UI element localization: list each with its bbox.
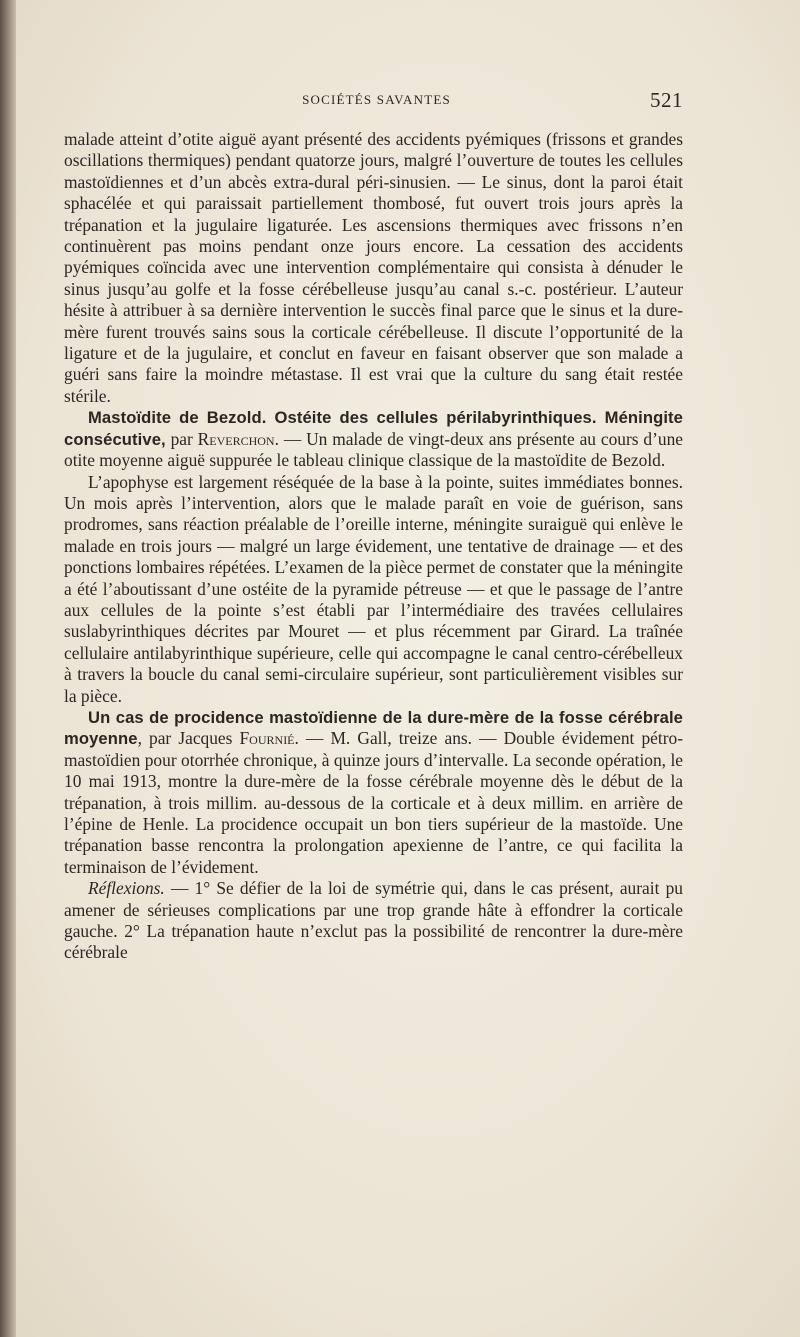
paragraph-bezold xyxy=(64,407,683,471)
paragraph-text: . — M. Gall, treize ans. — Double évidement pétro-mastoïdien pour otorrhée chronique, à quinze jours d’intervalle. La seconde opération, le 10 mai 1913, montre la dure-mère de la fosse cérébrale moyenne dès le début de la trépanation, à trois millim. au-dessous de la corticale et à deux millim. en arrière de l’épine de Henle. La procidence occupait un bon tiers supérieur de la mastoïde. Une trépanation basse rencontra la prolongation apexienne de l’antre, ce qui facilita la terminaison de l’évidement. xyxy=(64,728,683,877)
section-heading-procidence: Un cas de procidence mastoïdienne de la dure-mère de la fosse cérébrale moyenne xyxy=(64,707,683,749)
paragraph-continued xyxy=(64,129,683,407)
paragraph-procidence xyxy=(64,707,683,878)
page-spine-shadow xyxy=(0,0,16,1337)
page-number: 521 xyxy=(650,88,683,112)
page-header xyxy=(64,88,683,114)
byline-connector: par xyxy=(165,428,198,449)
author-name: Reverchon xyxy=(197,428,275,449)
paragraph-text: — 1° Se défier de la loi de symétrie qui, dans le cas présent, aurait pu amener de sérieuses complications par une trop grande hâte à effondrer la corticale gauche. 2° La trépanation haute n’exclut pas la possibilité de rencontrer la dure-mère cérébrale xyxy=(64,878,683,963)
reflexions-label: Réflexions. xyxy=(88,878,165,899)
author-name: Fournié xyxy=(239,728,295,749)
paragraph-text: . — Un malade de vingt-deux ans présente au cours d’une otite moyenne aiguë suppurée le tableau clinique classique de la mastoïdite de Bezold. xyxy=(64,428,683,471)
body-text xyxy=(64,129,683,964)
paragraph-text: malade atteint d’otite aiguë ayant présenté des accidents pyémiques (frissons et grandes oscillations thermiques) pendant quatorze jours, malgré l’ouverture de toutes les cellules mastoïdiennes et d’un abcès extra-dural péri-sinusien. — Le sinus, dont la paroi était sphacélée et qui paraissait partiellement thombosé, fut ouvert trois jours après la trépanation et la jugulaire ligaturée. Les ascensions thermiques avec frissons n’en continuèrent pas moins pendant onze jours encore. La cessation des accidents pyémiques coïncida avec une intervention complémentaire qui consista à dénuder le sinus jusqu’au golfe et la fosse cérébelleuse jusqu’au canal s.-c. postérieur. L’auteur hésite à attribuer à sa dernière intervention le succès final parce que le sinus et la dure-mère furent trouvés sains sous la corticale cérébelleuse. Il discute l’opportunité de la ligature et de la jugulaire, et conclut en faveur en faisant observer que son malade a guéri sans faire la moindre métastase. Il est vrai que la culture du sang était restée stérile. xyxy=(64,129,683,406)
paragraph-apophyse xyxy=(64,472,683,707)
paragraph-text: L’apophyse est largement réséquée de la base à la pointe, suites immédiates bonnes. Un mois après l’intervention, alors que le malade paraît en voie de guérison, sans prodromes, sans réaction préalable de l’oreille interne, méningite suraiguë qui enlève le malade en trois jours — malgré un large évidement, une tentative de drainage — et des ponctions lombaires répétées. L’examen de la pièce permet de constater que la méningite a été l’aboutissant d’une ostéite de la pyramide pétreuse — et que le passage de l’antre aux cellules de la pointe s’est établi par l’intermédiaire des travées cellulaires suslabyrinthiques décrites par Mouret — et plus récemment par Girard. La traînée cellulaire antilabyrinthique supérieure, celle qui accompagne le canal centro-cérébelleux à travers la boucle du canal semi-circulaire supérieur, sont particulièrement visibles sur la pièce. xyxy=(64,471,683,706)
section-heading-bezold: Mastoïdite de Bezold. Ostéite des cellules périlabyrinthiques. Méningite consécutive, xyxy=(64,408,683,449)
running-head: SOCIÉTÉS SAVANTES xyxy=(302,92,451,107)
byline-connector: , par Jacques xyxy=(137,728,240,749)
paragraph-reflexions xyxy=(64,878,683,964)
